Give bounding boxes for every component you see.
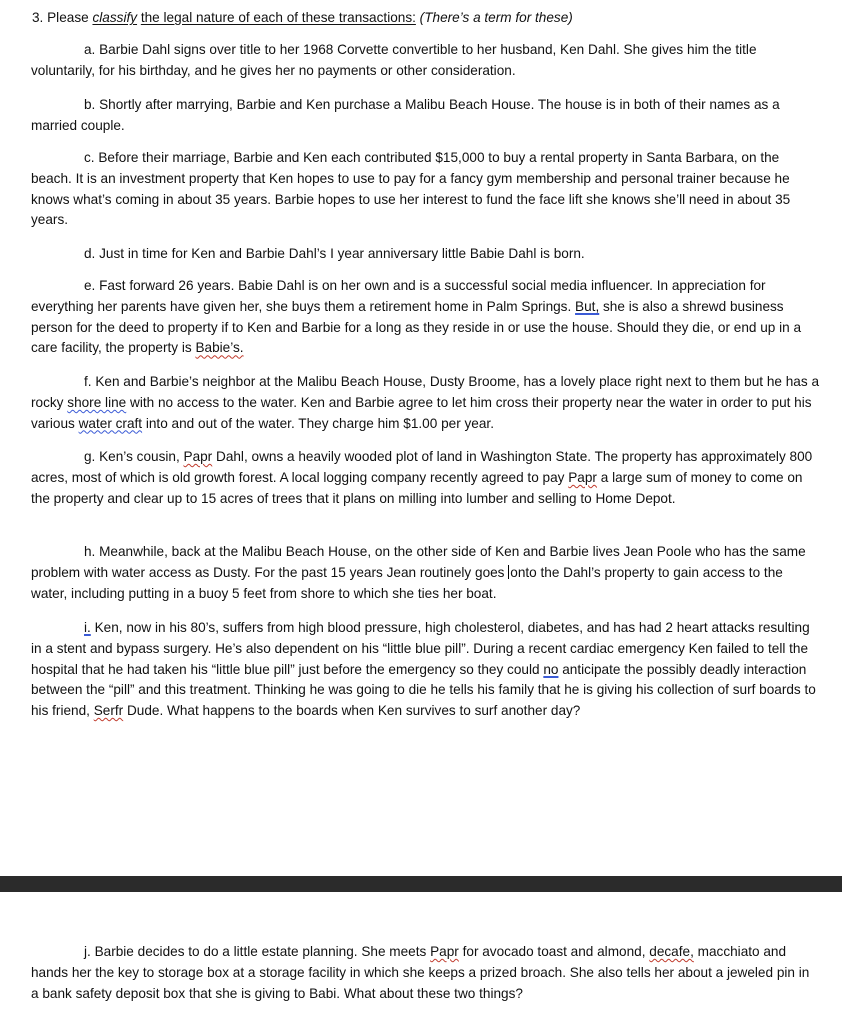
item-f-water-craft: water craft	[78, 415, 143, 431]
item-f-text-1: f. Ken and Barbie’s neighbor at the Malibu Beach House, Dusty Broome, has a lovely place right next to them but he has a rocky	[31, 374, 819, 410]
item-e-but: But,	[575, 298, 600, 314]
item-j-papr: Papr	[430, 944, 459, 959]
item-a	[31, 40, 819, 82]
heading-classify: classify	[92, 10, 138, 25]
item-h-onto: onto	[510, 564, 537, 580]
item-j-text-1: j. Barbie decides to do a little estate planning. She meets	[84, 944, 431, 959]
item-g-papr-2: Papr	[568, 469, 597, 485]
item-i-text-1: Ken, now in his 80’s, suffers from high blood pressure, high cholesterol, diabetes, and has had 2 heart attacks resulting in a stent and bypass surgery. He’s also dependent on his “little blue pill”. During a recent cardiac emergency Ken failed to tell the hospital that he had taken his “little blue pill” just before the emergency so they could	[31, 620, 810, 677]
item-h	[31, 542, 819, 604]
item-a-text: a. Barbie Dahl signs over title to her 1968 Corvette convertible to her husband, Ken Dahl. She gives him the title voluntarily, for his birthday, and he gives her no payments or other consideration.	[31, 42, 757, 78]
item-b-text: b. Shortly after marrying, Barbie and Ken purchase a Malibu Beach House. The house is in both of their names as a married couple.	[31, 97, 780, 133]
item-i-label: i.	[84, 620, 91, 635]
item-g-text-2: Dahl, owns a heavily wooded plot of land in Washington State. The property has approximately 800 acres, most of which is old growth forest. A local logging company recently agreed to pay	[31, 449, 813, 485]
item-f-text-2: with no access to the water. Ken and Barbie agree to let him cross their property near the water in order to put his various	[31, 394, 812, 431]
item-j-decafe: decafe,	[649, 944, 694, 959]
item-d-text: d. Just in time for Ken and Barbie Dahl’s I year anniversary little Babie Dahl is born.	[84, 246, 585, 261]
heading-number: 3. Please	[32, 10, 93, 25]
item-e	[31, 276, 819, 359]
item-f-text-3: into and out of the water. They charge him $1.00 per year.	[142, 415, 494, 431]
page-2	[0, 892, 842, 1024]
item-d	[31, 244, 819, 265]
item-g	[31, 447, 819, 509]
item-f-shore-line: shore line	[67, 394, 127, 410]
item-b	[31, 95, 819, 137]
question-heading	[32, 8, 822, 29]
item-i	[31, 618, 819, 722]
item-e-text-2: she is also a shrewd business person for the deed to property if to Ken and Barbie for a long as they reside in or use the house. Should they die, or end up in a care facility, the property is	[31, 298, 802, 356]
heading-underlined: the legal nature of each of these transactions:	[140, 10, 416, 25]
item-i-no: no	[543, 661, 559, 677]
item-h-text-1: h. Meanwhile, back at the Malibu Beach House, on the other side of Ken and Barbie lives Jean Poole who has the same problem with water access as Dusty. For the past 15 years Jean routinely goes	[31, 544, 806, 580]
item-i-serfr: Serfr	[93, 703, 124, 719]
item-c-text: c. Before their marriage, Barbie and Ken each contributed $15,000 to buy a rental property in Santa Barbara, on the beach. It is an investment property that Ken hopes to use to pay for a fancy gym membership and personal trainer because he knows what’s coming in about 35 years. Barbie hopes to use her interest to fund the face lift she knows she’ll need in about 35 years.	[31, 150, 791, 228]
item-i-text-3: Dude. What happens to the boards when Ken survives to surf another day?	[123, 703, 581, 719]
item-c	[31, 148, 819, 231]
item-j-text-3: macchiato and hands her the key to storage box at a storage facility in which she keeps a prized broach. She also tells her about a jeweled pin in a bank safety deposit box that she is giving to Babi. What about these two things?	[31, 944, 810, 1001]
item-e-babies: Babie’s.	[195, 340, 244, 356]
page-break-bar	[0, 876, 842, 892]
item-i-text-2: anticipate the possibly deadly interaction between the “pill” and this treatment. Thinking he was going to die he tells his family that he is giving his collection of surf boards to his friend,	[31, 661, 816, 719]
heading-note: (There’s a term for these)	[415, 10, 573, 25]
item-g-text-1: g. Ken’s cousin,	[84, 449, 184, 464]
item-j-text-2: for avocado toast and almond,	[458, 944, 650, 959]
item-g-papr-1: Papr	[183, 449, 213, 464]
item-f	[31, 372, 819, 434]
item-j	[31, 942, 819, 1004]
item-g-text-3: a large sum of money to come on the property and clear up to 15 acres of trees that it plans on milling into lumber and selling to Home Depot.	[31, 469, 803, 506]
item-h-text-2: the Dahl’s property to gain access to the water, including putting in a buoy 5 feet from shore to which she ties her boat.	[31, 564, 783, 601]
item-e-text-1: e. Fast forward 26 years. Babie Dahl is on her own and is a successful social media influencer. In appreciation for everything her parents have given her, she buys them a retirement home in Palm Springs.	[31, 278, 766, 314]
